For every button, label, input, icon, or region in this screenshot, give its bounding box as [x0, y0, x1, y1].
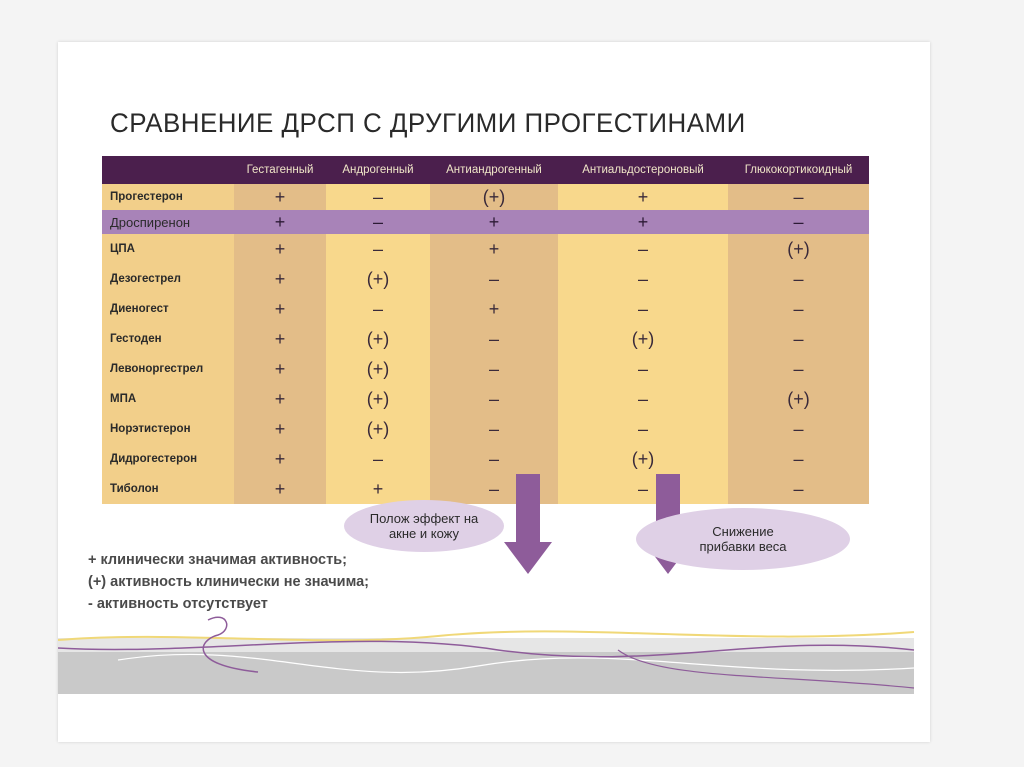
- table-cell: +: [234, 210, 326, 234]
- table-cell: –: [558, 474, 728, 504]
- table-cell: –: [430, 474, 558, 504]
- table-cell: –: [558, 264, 728, 294]
- table-cell: (+): [558, 324, 728, 354]
- header-cell: Глюкокортикоидный: [728, 156, 869, 184]
- table-row: [102, 210, 869, 234]
- table-cell: –: [558, 354, 728, 384]
- table-cell: (+): [326, 414, 430, 444]
- row-label: Тиболон: [102, 474, 234, 504]
- table-cell: +: [430, 210, 558, 234]
- table-cell: –: [728, 294, 869, 324]
- row-label: Дидрогестерон: [102, 444, 234, 474]
- table-cell: –: [728, 184, 869, 210]
- table-cell: +: [234, 184, 326, 210]
- row-label: ЦПА: [102, 234, 234, 264]
- table-row: [102, 384, 869, 414]
- table-cell: –: [558, 234, 728, 264]
- row-label: МПА: [102, 384, 234, 414]
- row-label: Норэтистерон: [102, 414, 234, 444]
- table-row: [102, 324, 869, 354]
- table-cell: –: [326, 444, 430, 474]
- table-row: [102, 354, 869, 384]
- table-cell: –: [430, 444, 558, 474]
- table-row: [102, 234, 869, 264]
- table-cell: –: [430, 264, 558, 294]
- table-cell: –: [430, 354, 558, 384]
- header-cell: [102, 156, 234, 184]
- table-cell: –: [326, 294, 430, 324]
- table-cell: +: [430, 234, 558, 264]
- legend: [88, 549, 369, 615]
- table-row: [102, 414, 869, 444]
- table-cell: (+): [728, 234, 869, 264]
- callout-line: акне и кожу: [388, 526, 460, 541]
- table-cell: +: [234, 234, 326, 264]
- slide-title: СРАВНЕНИЕ ДРСП С ДРУГИМИ ПРОГЕСТИНАМИ: [110, 108, 746, 138]
- table-cell: –: [558, 384, 728, 414]
- table-cell: –: [326, 184, 430, 210]
- table-cell: –: [728, 444, 869, 474]
- table-cell: +: [558, 210, 728, 234]
- row-label: Дроспиренон: [102, 210, 234, 234]
- callout-line: Полож эффект на: [369, 511, 479, 526]
- table-cell: (+): [430, 184, 558, 210]
- table-cell: +: [430, 294, 558, 324]
- table-cell: –: [728, 474, 869, 504]
- table-cell: +: [234, 264, 326, 294]
- table-cell: +: [234, 354, 326, 384]
- table-cell: (+): [326, 354, 430, 384]
- header-cell: Гестагенный: [234, 156, 326, 184]
- header-cell: Андрогенный: [326, 156, 430, 184]
- table-cell: –: [326, 210, 430, 234]
- table-cell: –: [728, 354, 869, 384]
- table-cell: +: [234, 294, 326, 324]
- table-cell: –: [430, 324, 558, 354]
- table-cell: (+): [558, 444, 728, 474]
- row-label: Гестоден: [102, 324, 234, 354]
- row-label: Дезогестрел: [102, 264, 234, 294]
- row-label: Прогестерон: [102, 184, 234, 210]
- row-label: Левоноргестрел: [102, 354, 234, 384]
- table-cell: –: [430, 384, 558, 414]
- table-cell: (+): [326, 384, 430, 414]
- header-cell: Антиандрогенный: [430, 156, 558, 184]
- table-cell: –: [728, 264, 869, 294]
- table-cell: +: [326, 474, 430, 504]
- down-arrow-icon: [504, 474, 552, 574]
- table-row: [102, 184, 869, 210]
- table-row: [102, 264, 869, 294]
- table-cell: –: [558, 414, 728, 444]
- table-cell: +: [234, 384, 326, 414]
- callout-line: прибавки веса: [699, 539, 787, 554]
- weight-callout: [636, 508, 850, 570]
- table-cell: (+): [728, 384, 869, 414]
- table-cell: (+): [326, 264, 430, 294]
- table-cell: +: [234, 444, 326, 474]
- table-cell: –: [558, 294, 728, 324]
- header-cell: Антиальдостероновый: [558, 156, 728, 184]
- row-label: Диеногест: [102, 294, 234, 324]
- table-cell: –: [326, 234, 430, 264]
- legend-line: - активность отсутствует: [88, 596, 268, 612]
- table-cell: –: [728, 210, 869, 234]
- table-cell: +: [558, 184, 728, 210]
- table-row: [102, 294, 869, 324]
- table-cell: (+): [326, 324, 430, 354]
- callout-line: Снижение: [712, 524, 774, 539]
- table-cell: +: [234, 324, 326, 354]
- decorative-wave: [58, 610, 916, 696]
- table-cell: –: [728, 324, 869, 354]
- table-cell: –: [728, 414, 869, 444]
- table-header-row: [102, 156, 869, 184]
- acne-callout: [344, 500, 504, 552]
- legend-line: + клинически значимая активность;: [88, 552, 347, 568]
- table-cell: –: [430, 414, 558, 444]
- legend-line: (+) активность клинически не значима;: [88, 574, 370, 590]
- table-cell: +: [234, 414, 326, 444]
- table-cell: +: [234, 474, 326, 504]
- table-row: [102, 474, 869, 504]
- table-row: [102, 444, 869, 474]
- comparison-table: [102, 156, 869, 504]
